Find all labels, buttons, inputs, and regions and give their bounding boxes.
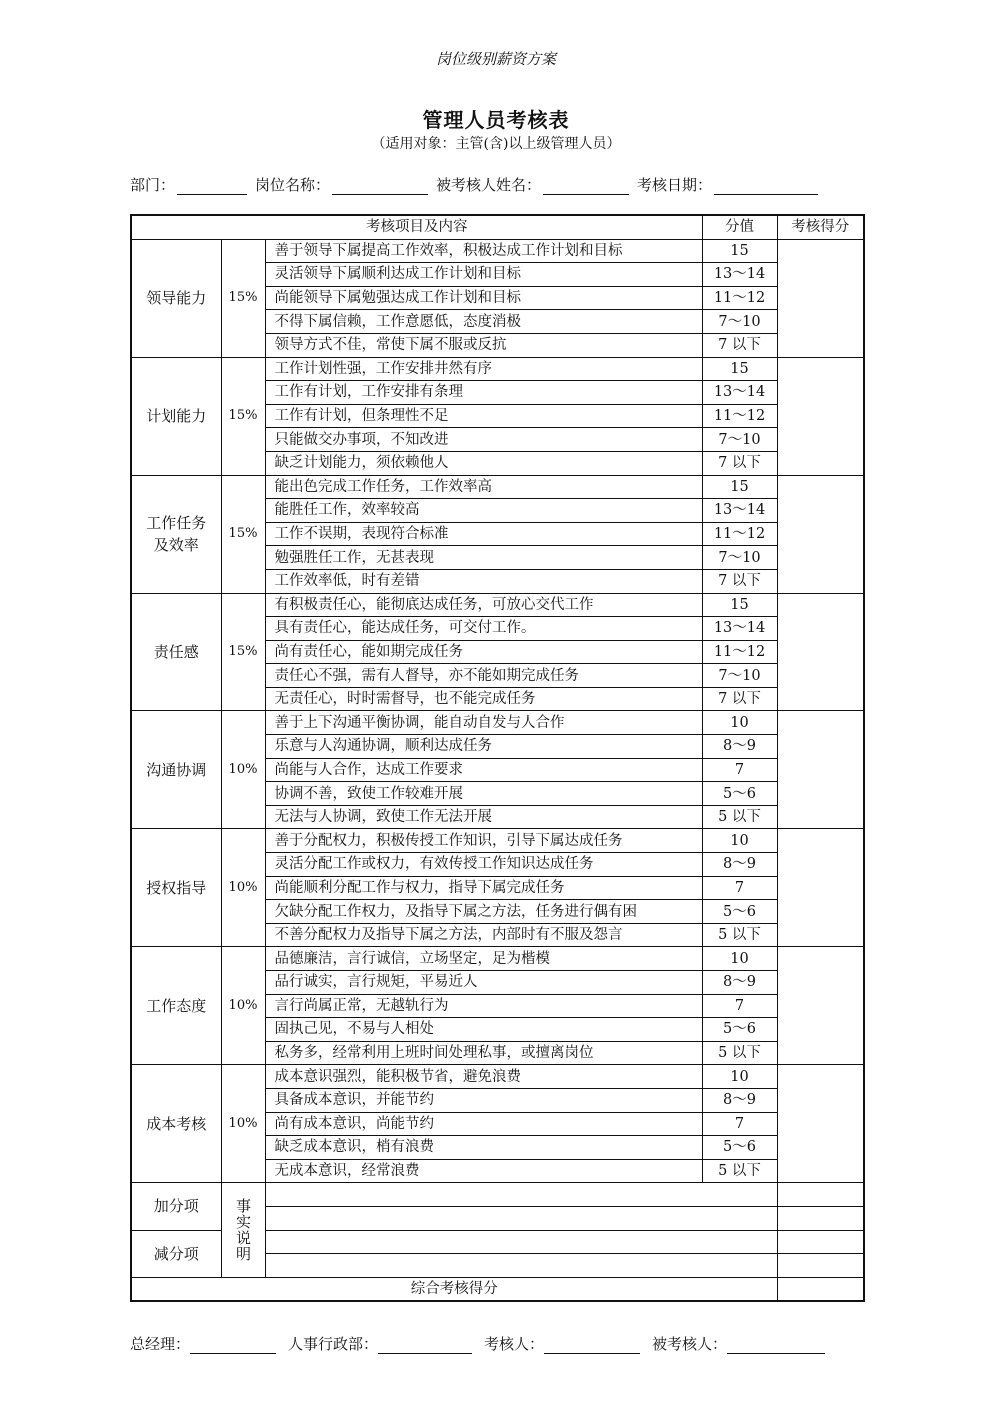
criterion-score: 7 以下 [702,569,777,593]
criterion-score: 11～12 [702,404,777,428]
gm-label: 总经理： [130,1335,191,1353]
criterion-score: 15 [702,593,777,617]
criterion-score: 5 以下 [702,805,777,829]
category-name: 计划能力 [131,357,221,475]
position-label: 岗位名称： [255,176,331,194]
criterion-score: 7～10 [702,546,777,570]
criterion-text: 工作有计划，但条理性不足 [265,404,702,428]
criterion-score: 15 [702,475,777,499]
table-row [131,239,864,263]
result-header: 考核得分 [777,215,864,239]
criterion-score: 7 [702,994,777,1018]
date-label: 考核日期： [637,176,713,194]
appraiser-signature-field[interactable] [544,1337,640,1354]
table-row [131,1065,864,1089]
criterion-text: 缺乏计划能力，须依赖他人 [265,451,702,475]
table-row [131,829,864,853]
category-weight: 15% [221,593,265,711]
category-weight: 10% [221,1065,265,1183]
category-score-cell[interactable] [777,947,864,1065]
criterion-score: 13～14 [702,499,777,523]
table-row [131,593,864,617]
criterion-score: 8～9 [702,971,777,995]
criterion-text: 无成本意识，经常浪费 [265,1159,702,1183]
criterion-score: 7 [702,876,777,900]
category-name: 授权指导 [131,829,221,947]
total-score-cell[interactable] [777,1277,864,1301]
criterion-text: 责任心不强，需有人督导，亦不能如期完成任务 [265,664,702,688]
criterion-text: 成本意识强烈，能积极节省，避免浪费 [265,1065,702,1089]
criterion-text: 勉强胜任工作，无甚表现 [265,546,702,570]
criterion-text: 协调不善，致使工作较难开展 [265,782,702,806]
score-header: 分值 [702,215,777,239]
adjustment-description-cell[interactable] [265,1230,777,1254]
appraisee-name-label: 被考核人姓名： [436,176,542,194]
criterion-score: 10 [702,1065,777,1089]
criterion-text: 有积极责任心，能彻底达成任务，可放心交代工作 [265,593,702,617]
criterion-score: 8～9 [702,735,777,759]
category-name: 沟通协调 [131,711,221,829]
table-row [131,947,864,971]
table-header-row [131,215,864,239]
criterion-score: 5 以下 [702,1041,777,1065]
criterion-text: 工作效率低，时有差错 [265,569,702,593]
gm-signature-field[interactable] [190,1337,276,1354]
criterion-text: 善于领导下属提高工作效率，积极达成工作计划和目标 [265,239,702,263]
category-weight: 15% [221,357,265,475]
criterion-text: 尚能与人合作，达成工作要求 [265,758,702,782]
criterion-text: 能出色完成工作任务，工作效率高 [265,475,702,499]
adjustment-score-cell[interactable] [777,1254,864,1278]
appraisee-name-field[interactable] [543,178,629,195]
appraisal-table [130,214,865,1302]
criterion-score: 7 以下 [702,451,777,475]
items-header: 考核项目及内容 [131,215,702,239]
criterion-score: 10 [702,711,777,735]
criterion-score: 5～6 [702,1018,777,1042]
date-field[interactable] [714,178,818,195]
criterion-text: 只能做交办事项，不知改进 [265,428,702,452]
criterion-score: 5 以下 [702,923,777,947]
criterion-text: 善于上下沟通平衡协调，能自动自发与人合作 [265,711,702,735]
criterion-score: 7 [702,1112,777,1136]
category-score-cell[interactable] [777,711,864,829]
criterion-score: 11～12 [702,522,777,546]
category-weight: 10% [221,711,265,829]
category-weight: 15% [221,475,265,593]
category-score-cell[interactable] [777,829,864,947]
category-weight: 15% [221,239,265,357]
criterion-score: 7～10 [702,310,777,334]
table-row [131,357,864,381]
criterion-score: 7～10 [702,428,777,452]
criterion-text: 固执己见，不易与人相处 [265,1018,702,1042]
criterion-score: 7 以下 [702,333,777,357]
category-weight: 10% [221,829,265,947]
appraisal-table-body [131,215,864,1301]
category-score-cell[interactable] [777,593,864,711]
info-fields-row [130,174,862,195]
criterion-text: 尚能领导下属勉强达成工作计划和目标 [265,286,702,310]
appraisee-label: 被考核人： [652,1335,728,1353]
category-name: 责任感 [131,593,221,711]
table-row [131,475,864,499]
total-row [131,1277,864,1301]
criterion-score: 5～6 [702,782,777,806]
criterion-score: 5 以下 [702,1159,777,1183]
category-name: 领导能力 [131,239,221,357]
total-score-label: 综合考核得分 [131,1277,777,1301]
criterion-text: 无责任心，时时需督导，也不能完成任务 [265,687,702,711]
adjustment-score-cell[interactable] [777,1230,864,1254]
running-header: 岗位级别薪资方案 [435,50,556,68]
criterion-text: 不善分配权力及指导下属之方法，内部时有不服及怨言 [265,923,702,947]
category-score-cell[interactable] [777,1065,864,1183]
criterion-text: 灵活分配工作或权力，有效传授工作知识达成任务 [265,853,702,877]
category-name: 成本考核 [131,1065,221,1183]
criterion-score: 13～14 [702,381,777,405]
criterion-score: 7 [702,758,777,782]
criterion-score: 11～12 [702,640,777,664]
adjustment-description-cell[interactable] [265,1206,777,1230]
criterion-score: 5～6 [702,900,777,924]
criterion-text: 工作有计划，工作安排有条理 [265,381,702,405]
criterion-score: 10 [702,947,777,971]
criterion-text: 尚有责任心，能如期完成任务 [265,640,702,664]
hr-signature-field[interactable] [378,1337,472,1354]
criterion-score: 5～6 [702,1136,777,1160]
fact-description-label: 事实说明 [221,1183,265,1277]
criterion-text: 能胜任工作，效率较高 [265,499,702,523]
category-name: 工作态度 [131,947,221,1065]
position-field[interactable] [332,178,428,195]
criterion-score: 11～12 [702,286,777,310]
criterion-score: 15 [702,239,777,263]
form-subtitle: （适用对象：主管(含)以上级管理人员） [371,136,621,152]
signature-row [130,1333,862,1354]
criterion-score: 8～9 [702,853,777,877]
criterion-text: 乐意与人沟通协调，顺利达成任务 [265,735,702,759]
adjustment-score-cell[interactable] [777,1206,864,1230]
department-field[interactable] [177,178,247,195]
adjustment-score-cell[interactable] [777,1183,864,1207]
category-weight: 10% [221,947,265,1065]
adjustment-description-cell[interactable] [265,1183,777,1207]
bonus-label: 加分项 [131,1183,221,1230]
criterion-text: 品行诚实，言行规矩，平易近人 [265,971,702,995]
criterion-text: 灵活领导下属顺利达成工作计划和目标 [265,263,702,287]
criterion-text: 言行尚属正常，无越轨行为 [265,994,702,1018]
deduct-label: 减分项 [131,1230,221,1277]
criterion-score: 13～14 [702,617,777,641]
hr-label: 人事行政部： [288,1335,379,1353]
criterion-text: 尚能顺利分配工作与权力，指导下属完成任务 [265,876,702,900]
table-row [131,711,864,735]
criterion-text: 无法与人协调，致使工作无法开展 [265,805,702,829]
criterion-text: 私务多，经常利用上班时间处理私事，或擅离岗位 [265,1041,702,1065]
criterion-text: 工作不误期，表现符合标准 [265,522,702,546]
category-score-cell[interactable] [777,357,864,475]
criterion-score: 8～9 [702,1088,777,1112]
criterion-text: 具有责任心，能达成任务，可交付工作。 [265,617,702,641]
department-label: 部门： [130,176,176,194]
adjustment-description-cell[interactable] [265,1254,777,1278]
criterion-text: 品德廉洁，言行诚信，立场坚定，足为楷模 [265,947,702,971]
criterion-text: 缺乏成本意识，梢有浪费 [265,1136,702,1160]
criterion-text: 工作计划性强，工作安排井然有序 [265,357,702,381]
criterion-score: 13～14 [702,263,777,287]
criterion-text: 欠缺分配工作权力，及指导下属之方法，任务进行偶有困 [265,900,702,924]
adjustment-row [131,1183,864,1207]
form-title: 管理人员考核表 [422,108,570,132]
criterion-score: 7～10 [702,664,777,688]
criterion-text: 尚有成本意识，尚能节约 [265,1112,702,1136]
criterion-text: 领导方式不佳，常使下属不服或反抗 [265,333,702,357]
criterion-score: 7 以下 [702,687,777,711]
category-name: 工作任务及效率 [131,475,221,593]
appraiser-label: 考核人： [484,1335,545,1353]
category-score-cell[interactable] [777,475,864,593]
criterion-score: 10 [702,829,777,853]
criterion-text: 不得下属信赖，工作意愿低，态度消极 [265,310,702,334]
category-score-cell[interactable] [777,239,864,357]
criterion-text: 善于分配权力，积极传授工作知识，引导下属达成任务 [265,829,702,853]
criterion-score: 15 [702,357,777,381]
criterion-text: 具备成本意识，并能节约 [265,1088,702,1112]
appraisee-signature-field[interactable] [727,1337,825,1354]
